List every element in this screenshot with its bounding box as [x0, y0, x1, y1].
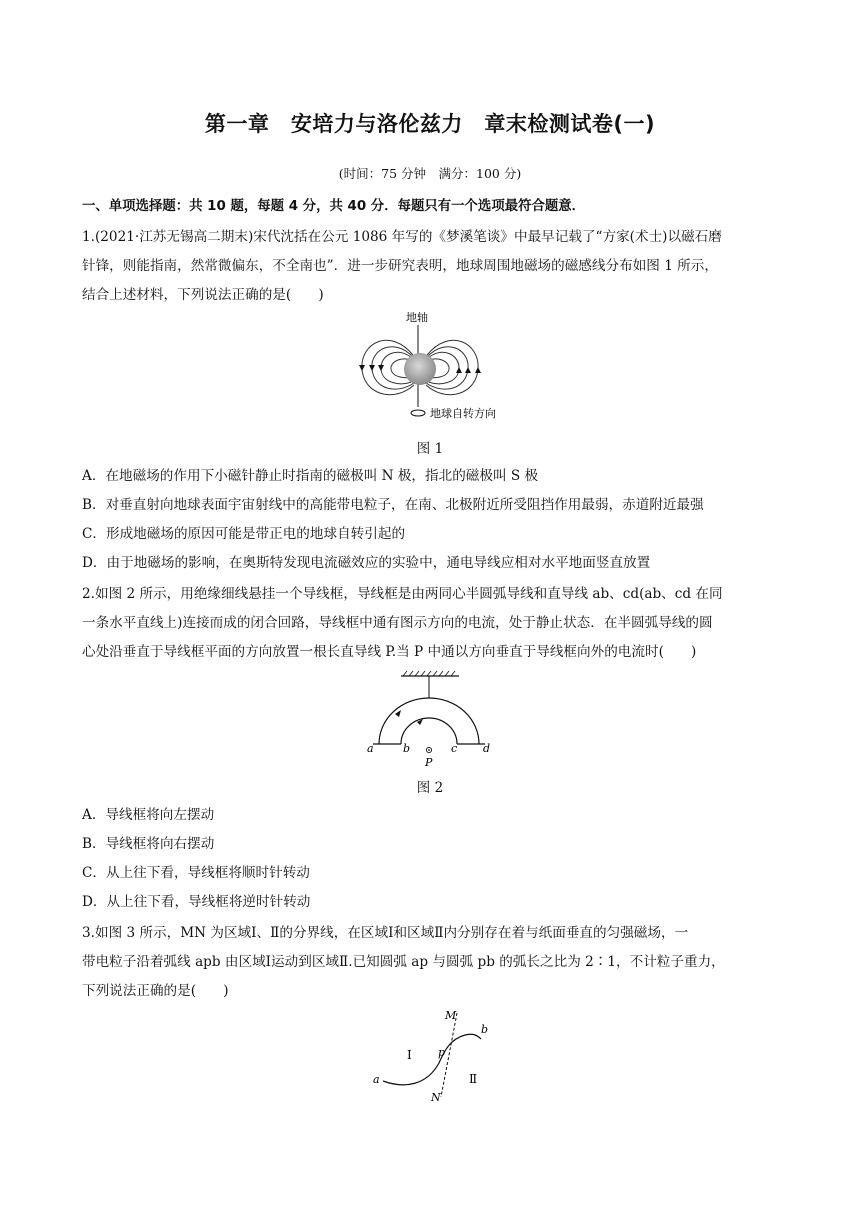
- fig2-label-b: b: [403, 742, 411, 755]
- q1-option-d[interactable]: D．由于地磁场的影响，在奥斯特发现电流磁效应的实验中，通电导线应相对水平地面竖直放置: [82, 555, 651, 571]
- figure-1-earth-field: [350, 305, 510, 430]
- q2-stem-line: 2.如图 2 所示，用绝缘细线悬挂一个导线框，导线框是由两同心半圆弧导线和直导线 ab、cd(ab、cd 在同: [82, 586, 723, 602]
- section-heading: 一、单项选择题：共 10 题，每题 4 分，共 40 分．每题只有一个选项最符合题意．: [82, 199, 586, 214]
- fig2-label-d: d: [483, 742, 491, 755]
- q1-stem-line: 针锋，则能指南，然常微偏东，不全南也”．进一步研究表明，地球周围地磁场的磁感线分布如图 1 所示，: [82, 258, 718, 274]
- q2-option-d[interactable]: D．从上往下看，导线框将逆时针转动: [82, 894, 311, 910]
- q3-stem-line: 下列说法正确的是( ): [82, 983, 229, 999]
- fig3-label-n: N: [431, 1091, 441, 1104]
- q3-stem-line: 3.如图 3 所示，MN 为区域Ⅰ、Ⅱ的分界线，在区域Ⅰ和区域Ⅱ内分别存在着与纸面垂直的匀强磁场，一: [82, 925, 689, 941]
- q2-option-a[interactable]: A．导线框将向左摆动: [82, 807, 215, 823]
- fig1-rotation-label: 地球自转方向: [430, 407, 496, 420]
- fig1-axis-label: 地轴: [406, 311, 428, 324]
- q1-option-a[interactable]: A．在地磁场的作用下小磁针静止时指南的磁极叫 N 极，指北的磁极叫 S 极: [82, 468, 539, 484]
- fig3-region-1: Ⅰ: [407, 1048, 412, 1062]
- figure-3-boundary: [365, 1005, 505, 1110]
- q2-option-b[interactable]: B．导线框将向右摆动: [82, 836, 215, 852]
- fig3-region-2: Ⅱ: [469, 1072, 478, 1086]
- fig2-label-p: P: [425, 756, 433, 769]
- figure-2-caption: 图 2: [416, 780, 444, 796]
- fig3-label-a: a: [373, 1073, 380, 1086]
- q2-stem-line: 心处沿垂直于导线框平面的方向放置一根长直导线 P.当 P 中通以方向垂直于导线框向外的电流时( ): [82, 644, 697, 660]
- figure-2-wire-frame: [365, 670, 495, 770]
- exam-meta: (时间：75 分钟 满分：100 分): [338, 166, 522, 181]
- q1-option-c[interactable]: C．形成地磁场的原因可能是带正电的地球自转引起的: [82, 526, 406, 542]
- q1-option-b[interactable]: B．对垂直射向地球表面宇宙射线中的高能带电粒子，在南、北极附近所受阻挡作用最弱，赤道附近最强: [82, 497, 704, 513]
- fig3-label-m: M: [445, 1009, 457, 1022]
- q2-stem-line: 一条水平直线上)连接而成的闭合回路，导线框中通有图示方向的电流，处于静止状态．在半圆弧导线的圆: [82, 615, 713, 631]
- q2-option-c[interactable]: C．从上往下看，导线框将顺时针转动: [82, 865, 310, 881]
- figure-1-caption: 图 1: [416, 441, 444, 457]
- fig2-label-a: a: [367, 742, 374, 755]
- q1-stem-line: 1.(2021·江苏无锡高二期末)宋代沈括在公元 1086 年写的《梦溪笔谈》中最早记载了“方家(术士)以磁石磨: [82, 229, 722, 245]
- fig2-label-c: c: [451, 742, 458, 755]
- q3-stem-line: 带电粒子沿着弧线 apb 由区域Ⅰ运动到区域Ⅱ.已知圆弧 ap 与圆弧 pb 的弧长之比为 2∶1，不计粒子重力，: [82, 954, 725, 970]
- fig3-label-p: p: [438, 1046, 446, 1059]
- fig3-label-b: b: [481, 1023, 489, 1036]
- page-title: 第一章 安培力与洛伦兹力 章末检测试卷(一): [204, 112, 656, 136]
- q1-stem-line: 结合上述材料，下列说法正确的是( ): [82, 287, 324, 303]
